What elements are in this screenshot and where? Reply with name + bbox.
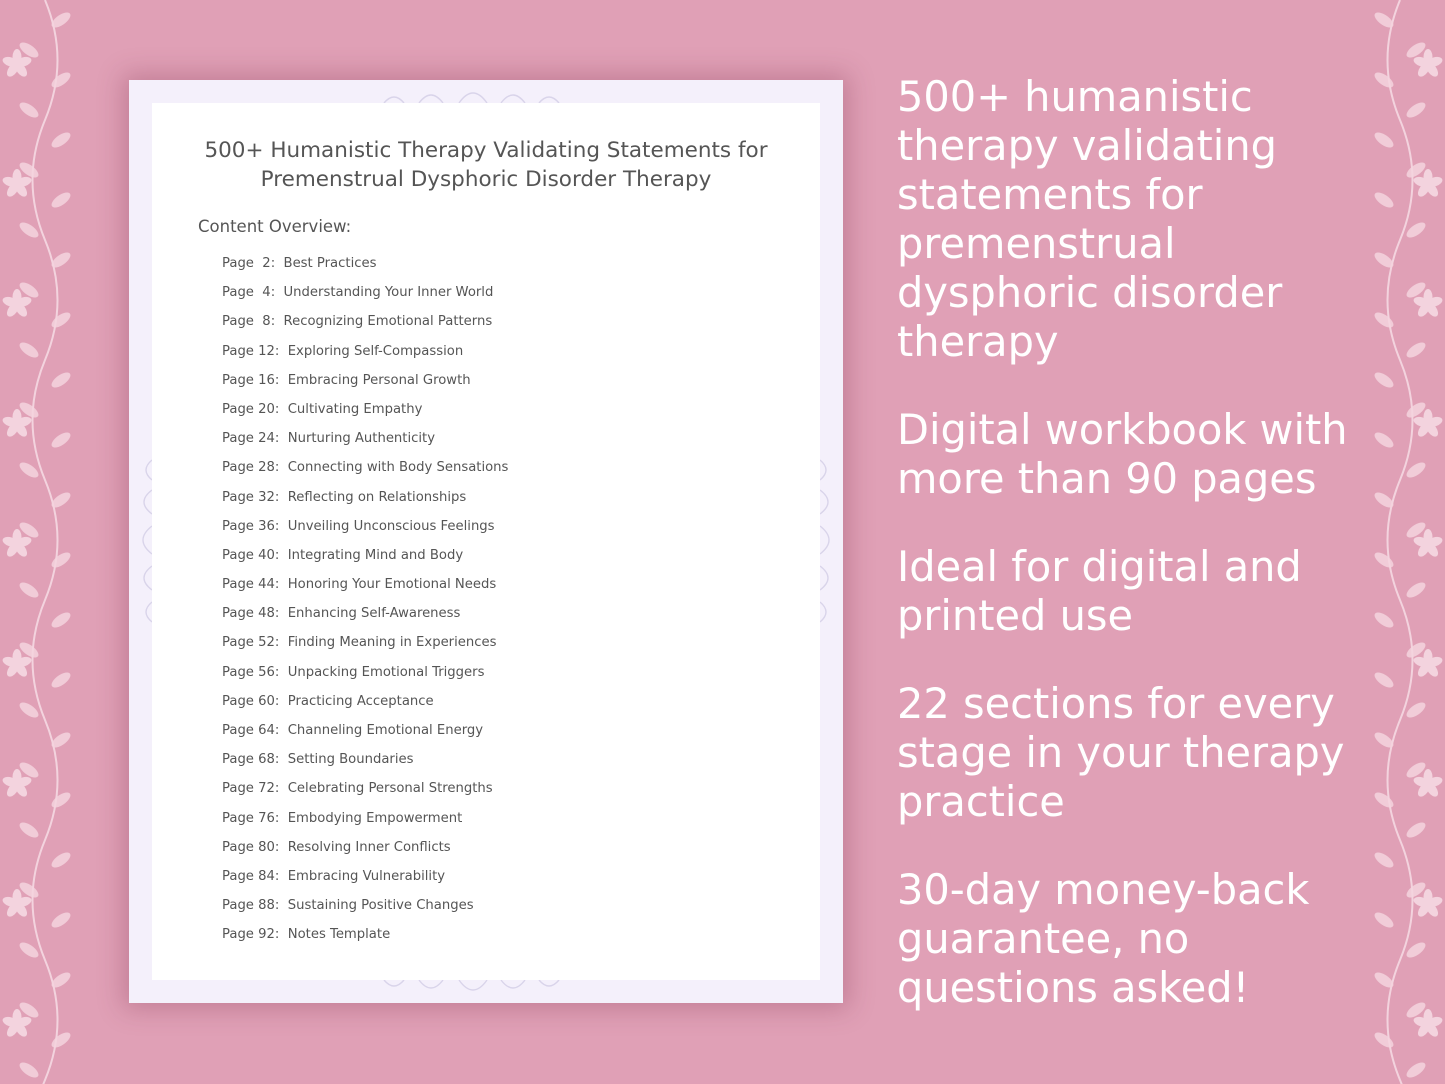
feature-line: Digital workbook with xyxy=(897,405,1348,454)
feature-line: questions asked! xyxy=(897,963,1250,1012)
feature-text xyxy=(897,405,1417,503)
feature-line: stage in your therapy xyxy=(897,728,1345,777)
table-of-contents xyxy=(222,254,508,955)
feature-line: printed use xyxy=(897,591,1134,640)
feature-list xyxy=(897,72,1417,1012)
toc-item: Page 80: Resolving Inner Conflicts xyxy=(222,839,451,855)
toc-item: Page 56: Unpacking Emotional Triggers xyxy=(222,664,485,680)
toc-item: Page 4: Understanding Your Inner World xyxy=(222,285,494,301)
toc-item: Page 36: Unveiling Unconscious Feelings xyxy=(222,518,495,534)
toc-item: Page 60: Practicing Acceptance xyxy=(222,693,434,709)
workbook-page-preview xyxy=(129,80,843,1003)
feature-line: 500+ humanistic xyxy=(897,72,1253,121)
feature-line: Ideal for digital and xyxy=(897,542,1302,591)
feature-line: therapy xyxy=(897,317,1059,366)
document-title-line: 500+ Humanistic Therapy Validating Statements for xyxy=(204,138,768,163)
toc-item: Page 24: Nurturing Authenticity xyxy=(222,431,436,447)
toc-item: Page 84: Embracing Vulnerability xyxy=(222,868,446,884)
toc-item: Page 40: Integrating Mind and Body xyxy=(222,547,464,563)
toc-item: Page 28: Connecting with Body Sensations xyxy=(222,460,509,476)
toc-item: Page 20: Cultivating Empathy xyxy=(222,401,423,417)
toc-item: Page 44: Honoring Your Emotional Needs xyxy=(222,577,497,593)
toc-item: Page 64: Channeling Emotional Energy xyxy=(222,723,484,738)
content-overview-label: Content Overview: xyxy=(198,217,352,236)
feature-line: 22 sections for every xyxy=(897,679,1335,728)
feature-line: dysphoric disorder xyxy=(897,268,1283,317)
toc-item: Page 52: Finding Meaning in Experiences xyxy=(222,635,497,651)
feature-line: statements for xyxy=(897,170,1203,219)
toc-item: Page 72: Celebrating Personal Strengths xyxy=(222,781,493,797)
toc-item: Page 8: Recognizing Emotional Patterns xyxy=(222,314,493,330)
feature-text xyxy=(897,679,1417,826)
feature-line: premenstrual xyxy=(897,219,1176,268)
toc-item: Page 12: Exploring Self-Compassion xyxy=(222,343,464,359)
document-title-line: Premenstrual Dysphoric Disorder Therapy xyxy=(260,167,712,192)
feature-line: guarantee, no xyxy=(897,914,1190,963)
toc-item: Page 32: Reflecting on Relationships xyxy=(222,489,467,505)
toc-item: Page 88: Sustaining Positive Changes xyxy=(222,898,474,914)
toc-item: Page 48: Enhancing Self-Awareness xyxy=(222,606,461,622)
feature-line: practice xyxy=(897,777,1065,826)
document-title xyxy=(152,103,820,194)
toc-item: Page 76: Embodying Empowerment xyxy=(222,810,463,826)
feature-line: more than 90 pages xyxy=(897,454,1317,503)
feature-text xyxy=(897,865,1417,1012)
floral-vine-left-icon xyxy=(0,0,90,1084)
toc-item: Page 2: Best Practices xyxy=(222,256,377,271)
page-content-area xyxy=(152,103,820,980)
toc-item: Page 68: Setting Boundaries xyxy=(222,752,414,768)
feature-text xyxy=(897,542,1417,640)
toc-item: Page 92: Notes Template xyxy=(222,927,391,943)
feature-line: therapy validating xyxy=(897,121,1277,170)
toc-item: Page 16: Embracing Personal Growth xyxy=(222,372,471,388)
feature-text xyxy=(897,72,1417,366)
feature-line: 30-day money-back xyxy=(897,865,1310,914)
